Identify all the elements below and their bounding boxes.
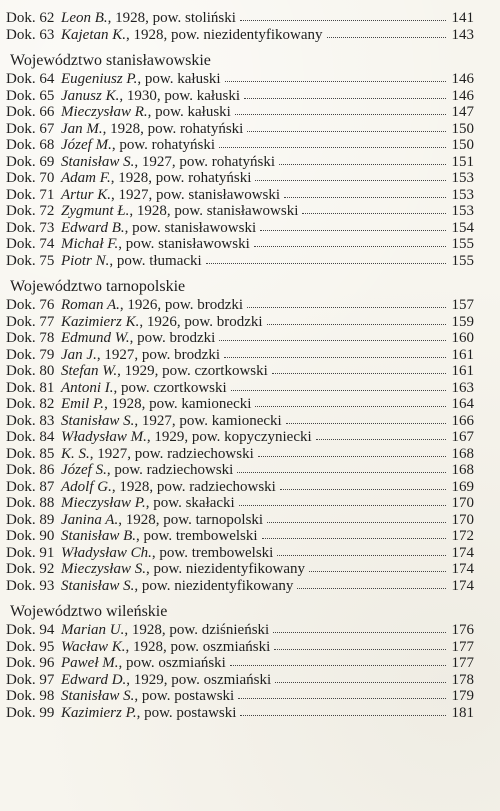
dot-leader — [247, 131, 446, 132]
entry-details: , 1928, pow. rohatyński — [102, 120, 244, 137]
page-number: 170 — [451, 511, 474, 528]
entry-details: , pow. radziechowski — [106, 462, 234, 478]
toc-section — [6, 10, 474, 43]
dot-leader — [235, 114, 446, 115]
dot-leader — [240, 715, 446, 716]
dot-leader — [219, 340, 446, 341]
page-number: 146 — [451, 87, 474, 104]
dot-leader — [206, 263, 446, 264]
toc-entry — [6, 330, 474, 347]
entry-details: , 1926, pow. brodzki — [119, 297, 244, 313]
page-number: 167 — [451, 429, 474, 445]
section-title: Województwo tarnopolskie — [10, 278, 186, 295]
person-name: Kajetan K. — [61, 26, 127, 43]
page-number: 177 — [451, 655, 474, 671]
page-number: 179 — [451, 688, 474, 704]
entry-details: , pow. stanisławowski — [124, 219, 257, 236]
document-number: Dok. 99 — [6, 704, 55, 721]
entry-details: , 1927, pow. stanisławowski — [111, 186, 281, 203]
person-name: Janusz K. — [61, 87, 120, 104]
entry-details: , 1928, pow. oszmiański — [125, 638, 271, 655]
toc-entry — [6, 578, 474, 595]
dot-leader — [286, 423, 446, 424]
table-of-contents — [6, 10, 474, 721]
entry-details: , 1929, pow. kopyczyniecki — [146, 429, 312, 445]
page-number: 176 — [451, 622, 474, 638]
dot-leader — [309, 571, 446, 572]
entry-details: , 1928, pow. rohatyński — [110, 170, 252, 186]
entry-details: , 1927, pow. brodzki — [96, 346, 221, 363]
page-number: 150 — [451, 137, 474, 153]
page-number: 169 — [451, 478, 474, 495]
document-number: Dok. 79 — [6, 346, 55, 363]
page-number: 168 — [451, 462, 474, 478]
person-name: Emil P. — [61, 396, 105, 412]
page-number: 147 — [451, 104, 474, 120]
toc-entry — [6, 512, 474, 529]
person-name: Stefan W. — [61, 363, 118, 379]
document-number: Dok. 95 — [6, 638, 55, 655]
entry-details: , 1928, pow. stoliński — [107, 10, 236, 26]
page-number: 155 — [451, 236, 474, 252]
toc-entry — [6, 71, 474, 88]
entry-details: , 1928, pow. stanisławowski — [129, 203, 299, 219]
document-number: Dok. 78 — [6, 330, 55, 346]
person-name: Józef S. — [61, 462, 107, 478]
document-number: Dok. 82 — [6, 396, 55, 412]
document-number: Dok. 89 — [6, 511, 55, 528]
toc-entry — [6, 396, 474, 413]
document-number: Dok. 74 — [6, 236, 55, 252]
page-number: 178 — [451, 671, 474, 688]
document-number: Dok. 92 — [6, 561, 55, 577]
page-number: 172 — [451, 528, 474, 544]
entry-details: , 1928, pow. kamionecki — [104, 396, 252, 412]
person-name: K. S. — [61, 445, 90, 462]
document-number: Dok. 70 — [6, 170, 55, 186]
person-name: Kazimierz K. — [61, 313, 140, 330]
toc-entry — [6, 220, 474, 237]
entry-details: , 1928, pow. tarnopolski — [118, 511, 264, 528]
person-name: Jan M. — [61, 120, 103, 137]
entry-details: , pow. rohatyński — [111, 137, 216, 153]
toc-entry — [6, 429, 474, 446]
person-name: Mieczysław S. — [61, 561, 146, 577]
page-number: 161 — [451, 363, 474, 379]
dot-leader — [277, 555, 446, 556]
person-name: Paweł M. — [61, 655, 119, 671]
toc-section — [6, 602, 474, 721]
page-number: 151 — [451, 153, 474, 170]
person-name: Stanisław S. — [61, 577, 135, 594]
dot-leader — [225, 81, 446, 82]
toc-entry — [6, 363, 474, 380]
dot-leader — [297, 588, 446, 589]
section-title: Województwo stanisławowskie — [10, 52, 211, 69]
page-number: 160 — [451, 330, 474, 346]
person-name: Mieczysław P. — [61, 495, 146, 511]
page-number: 177 — [451, 638, 474, 655]
document-number: Dok. 87 — [6, 478, 55, 495]
entry-details: , pow. trembowelski — [151, 544, 274, 561]
document-number: Dok. 91 — [6, 544, 55, 561]
page-number: 159 — [451, 313, 474, 330]
entry-details: , pow. kałuski — [137, 71, 221, 87]
dot-leader — [219, 147, 446, 148]
document-number: Dok. 72 — [6, 203, 55, 219]
person-name: Adolf G. — [61, 478, 112, 495]
dot-leader — [237, 472, 446, 473]
document-number: Dok. 85 — [6, 445, 55, 462]
document-number: Dok. 65 — [6, 87, 55, 104]
toc-entry — [6, 121, 474, 138]
page-number: 174 — [451, 544, 474, 561]
dot-leader — [231, 390, 446, 391]
document-number: Dok. 66 — [6, 104, 55, 120]
document-number: Dok. 86 — [6, 462, 55, 478]
toc-entry — [6, 347, 474, 364]
toc-entry — [6, 655, 474, 672]
page-number: 153 — [451, 170, 474, 186]
person-name: Józef M. — [61, 137, 112, 153]
person-name: Roman A. — [61, 297, 120, 313]
person-name: Leon B. — [61, 10, 108, 26]
entry-details: , 1929, pow. czortkowski — [117, 363, 268, 379]
dot-leader — [255, 180, 446, 181]
person-name: Edward B. — [61, 219, 125, 236]
toc-entry — [6, 688, 474, 705]
document-number: Dok. 75 — [6, 252, 55, 269]
dot-leader — [284, 197, 446, 198]
document-number: Dok. 69 — [6, 153, 55, 170]
page-number: 181 — [451, 704, 474, 721]
toc-entry — [6, 203, 474, 220]
document-number: Dok. 62 — [6, 10, 55, 26]
toc-entry — [6, 253, 474, 270]
dot-leader — [260, 230, 446, 231]
toc-entry — [6, 380, 474, 397]
document-number: Dok. 73 — [6, 219, 55, 236]
person-name: Stanisław S. — [61, 688, 135, 704]
entry-details: , pow. tłumacki — [109, 252, 202, 269]
page-number: 143 — [451, 26, 474, 43]
dot-leader — [247, 307, 446, 308]
page-number: 153 — [451, 186, 474, 203]
toc-entry — [6, 479, 474, 496]
page-number: 153 — [451, 203, 474, 219]
toc-section — [6, 277, 474, 594]
toc-entry — [6, 672, 474, 689]
page-number: 174 — [451, 577, 474, 594]
entry-details: , pow. czortkowski — [113, 379, 227, 396]
person-name: Michał F. — [61, 236, 119, 252]
document-number: Dok. 98 — [6, 688, 55, 704]
person-name: Władysław M. — [61, 429, 147, 445]
toc-entry — [6, 495, 474, 512]
entry-details: , pow. kałuski — [147, 104, 231, 120]
person-name: Edward D. — [61, 671, 127, 688]
page-number: 164 — [451, 396, 474, 412]
toc-entry — [6, 88, 474, 105]
document-number: Dok. 93 — [6, 577, 55, 594]
entry-details: , 1927, pow. rohatyński — [134, 153, 276, 170]
toc-entry — [6, 561, 474, 578]
page-number: 146 — [451, 71, 474, 87]
toc-entry — [6, 446, 474, 463]
dot-leader — [254, 246, 446, 247]
page-number: 154 — [451, 219, 474, 236]
toc-entry — [6, 137, 474, 154]
page-number: 161 — [451, 346, 474, 363]
dot-leader — [244, 98, 446, 99]
toc-entry — [6, 545, 474, 562]
entry-details: , 1928, pow. dziśnieński — [124, 622, 270, 638]
document-number: Dok. 88 — [6, 495, 55, 511]
document-number: Dok. 97 — [6, 671, 55, 688]
toc-entry — [6, 413, 474, 430]
dot-leader — [240, 20, 446, 21]
entry-details: , pow. brodzki — [129, 330, 216, 346]
entry-details: , 1929, pow. oszmiański — [126, 671, 272, 688]
dot-leader — [224, 357, 446, 358]
toc-entry — [6, 170, 474, 187]
toc-entry — [6, 27, 474, 44]
person-name: Jan J. — [61, 346, 97, 363]
dot-leader — [230, 665, 446, 666]
toc-entry — [6, 187, 474, 204]
entry-details: , pow. niezidentyfikowany — [134, 577, 294, 594]
document-number: Dok. 80 — [6, 363, 55, 379]
toc-entry — [6, 154, 474, 171]
document-number: Dok. 77 — [6, 313, 55, 330]
dot-leader — [255, 406, 446, 407]
entry-details: , pow. skałacki — [145, 495, 235, 511]
toc-entry — [6, 314, 474, 331]
entry-details: , 1928, pow. niezidentyfikowany — [126, 26, 323, 43]
document-number: Dok. 83 — [6, 412, 55, 429]
entry-details: , 1927, pow. radziechowski — [89, 445, 254, 462]
dot-leader — [316, 439, 446, 440]
toc-entry — [6, 528, 474, 545]
entry-details: , pow. oszmiański — [118, 655, 226, 671]
person-name: Adam F. — [61, 170, 111, 186]
page-number: 170 — [451, 495, 474, 511]
toc-entry — [6, 236, 474, 253]
entry-details: , pow. postawski — [134, 688, 235, 704]
toc-entry — [6, 10, 474, 27]
document-number: Dok. 81 — [6, 379, 55, 396]
dot-leader — [258, 456, 446, 457]
dot-leader — [267, 324, 446, 325]
page-number: 141 — [451, 10, 474, 26]
person-name: Władysław Ch. — [61, 544, 152, 561]
person-name: Wacław K. — [61, 638, 126, 655]
dot-leader — [239, 505, 446, 506]
dot-leader — [280, 489, 446, 490]
toc-section — [6, 51, 474, 269]
dot-leader — [302, 213, 446, 214]
page-number: 168 — [451, 445, 474, 462]
person-name: Stanisław S. — [61, 153, 135, 170]
document-number: Dok. 67 — [6, 120, 55, 137]
dot-leader — [273, 632, 446, 633]
dot-leader — [275, 682, 446, 683]
toc-entry — [6, 104, 474, 121]
toc-entry — [6, 705, 474, 722]
person-name: Antoni I. — [61, 379, 114, 396]
document-number: Dok. 94 — [6, 622, 55, 638]
toc-entry — [6, 622, 474, 639]
dot-leader — [272, 373, 446, 374]
person-name: Marian U. — [61, 622, 125, 638]
entry-details: , 1928, pow. radziechowski — [111, 478, 276, 495]
person-name: Piotr N. — [61, 252, 110, 269]
page-number: 166 — [451, 412, 474, 429]
page-number: 155 — [451, 252, 474, 269]
dot-leader — [274, 649, 446, 650]
document-number: Dok. 71 — [6, 186, 55, 203]
document-number: Dok. 96 — [6, 655, 55, 671]
document-number: Dok. 90 — [6, 528, 55, 544]
document-number: Dok. 63 — [6, 26, 55, 43]
entry-details: , 1927, pow. kamionecki — [134, 412, 282, 429]
page-number: 174 — [451, 561, 474, 577]
page-number: 150 — [451, 120, 474, 137]
person-name: Zygmunt Ł. — [61, 203, 130, 219]
document-number: Dok. 64 — [6, 71, 55, 87]
dot-leader — [262, 538, 446, 539]
person-name: Kazimierz P. — [61, 704, 137, 721]
toc-entry — [6, 639, 474, 656]
dot-leader — [267, 522, 446, 523]
toc-entry — [6, 297, 474, 314]
entry-details: , 1926, pow. brodzki — [139, 313, 263, 330]
person-name: Stanisław S. — [61, 412, 135, 429]
person-name: Eugeniusz P. — [61, 71, 138, 87]
person-name: Stanisław B. — [61, 528, 137, 544]
document-number: Dok. 76 — [6, 297, 55, 313]
document-number: Dok. 68 — [6, 137, 55, 153]
page-number: 163 — [451, 379, 474, 396]
person-name: Artur K. — [61, 186, 112, 203]
entry-details: , pow. niezidentyfikowany — [145, 561, 305, 577]
person-name: Mieczysław R. — [61, 104, 148, 120]
person-name: Edmund W. — [61, 330, 130, 346]
dot-leader — [238, 698, 446, 699]
entry-details: , pow. postawski — [136, 704, 237, 721]
dot-leader — [279, 164, 446, 165]
section-title: Województwo wileńskie — [10, 603, 168, 620]
person-name: Janina A. — [61, 511, 119, 528]
page-number: 157 — [451, 297, 474, 313]
entry-details: , pow. trembowelski — [136, 528, 258, 544]
entry-details: , pow. stanisławowski — [118, 236, 250, 252]
dot-leader — [327, 37, 446, 38]
entry-details: , 1930, pow. kałuski — [119, 87, 241, 104]
document-number: Dok. 84 — [6, 429, 55, 445]
toc-entry — [6, 462, 474, 479]
